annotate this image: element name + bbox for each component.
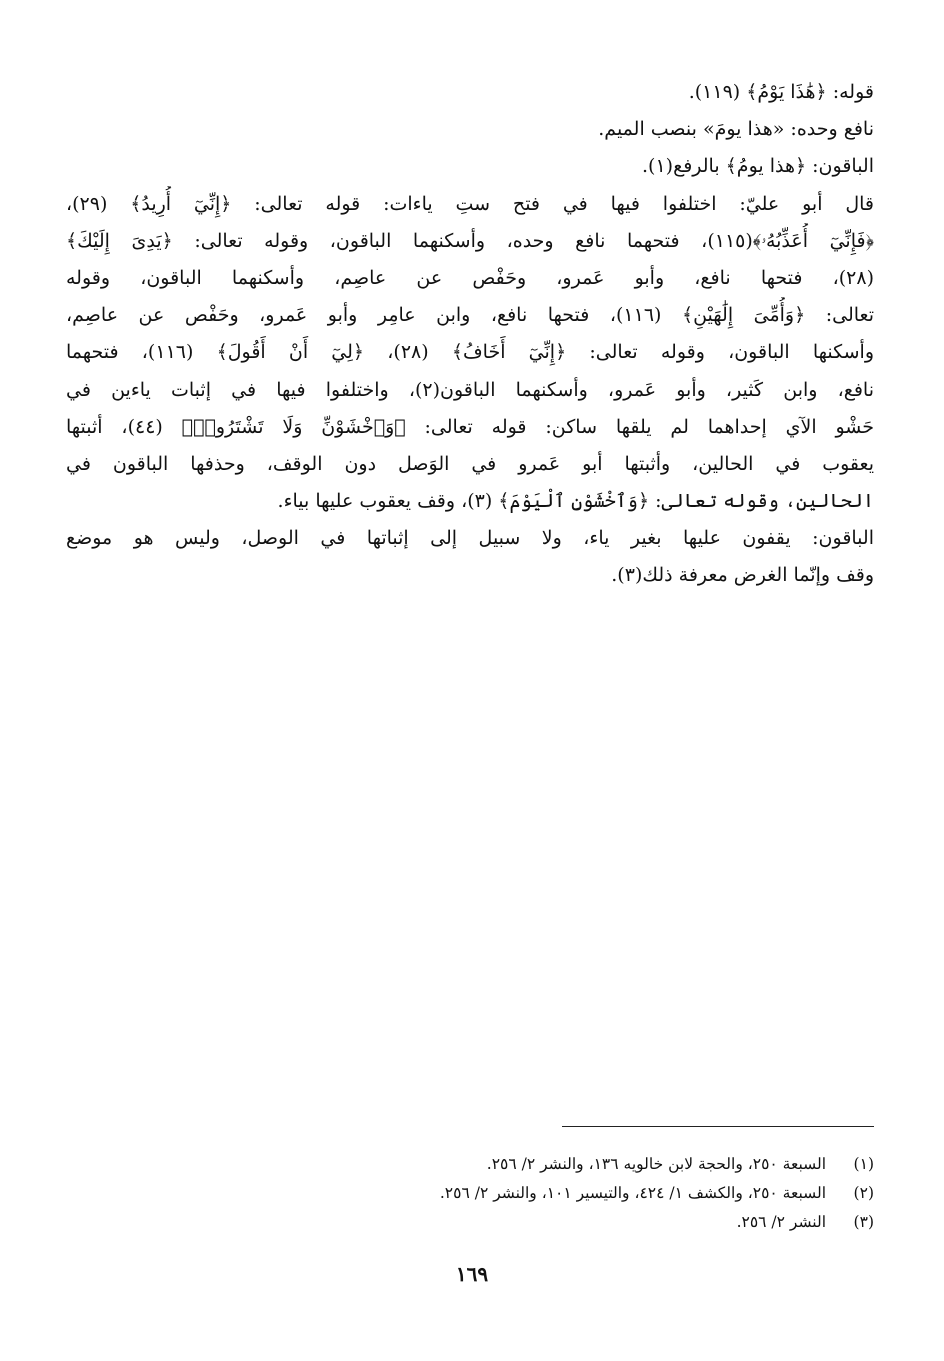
text-line-9: نافع، وابن كَثير، وأبو عَمرو، وأسكنهما الباقون(٢)، واختلفوا فيها في إثبات ياءين في bbox=[66, 378, 874, 401]
text-line-5: ﴿فَإِنِّيٓ أُعَذِّبُهُۥ﴾(١١٥)، فتحهما نافع وحده، وأسكنهما الباقون، وقوله تعالى: ﴿يَدِىَ إِلَيْكَ﴾ bbox=[66, 229, 874, 252]
text-line-1: قوله: ﴿هَٰذَا يَوْمُ﴾ (١١٩). bbox=[688, 81, 874, 103]
text-line-12: الحالين، وقوله تعالى: ﴿وَٱخْشَوْنِ ٱلْيَوْمَ﴾ (٣)، وقف يعقوب عليها بياء. bbox=[277, 490, 874, 513]
text-line-14: وقف وإنّما الغرض معرفة ذلك(٣). bbox=[611, 564, 874, 587]
text-line-8: وأسكنها الباقون، وقوله تعالى: ﴿إِنِّيٓ أَخَافُ﴾ (٢٨)، ﴿لِيٓ أَنْ أَقُولَ﴾ (١١٦)، فتحهما bbox=[66, 341, 874, 364]
text-line-10: حَشْو الآي إحداهما لم يلقها ساكن: قوله تعالى: ﴿وَٱخْشَوْنِّ وَلَا تَشْتَرُوا۟﴾ (٤٤)، أثبتها bbox=[66, 415, 874, 438]
text-line-3: الباقون: ﴿هذا يومُ﴾ بالرفع(١). bbox=[642, 155, 874, 178]
footnote-3 bbox=[66, 1208, 874, 1237]
footnote-text: السبعة ٢٥٠، والكشف ١/ ٤٢٤، والتيسير ١٠١، والنشر ٢/ ٢٥٦. bbox=[439, 1184, 826, 1202]
text-line-2: نافع وحده: «هذا يومَ» بنصب الميم. bbox=[598, 118, 874, 141]
footnote-divider bbox=[562, 1126, 874, 1127]
text-line-13: الباقون: يقفون عليها بغير ياء، ولا سبيل إلى إثباتها في الوصل، وليس هو موضع bbox=[66, 527, 874, 550]
footnote-1 bbox=[66, 1150, 874, 1179]
footnote-number: (١) bbox=[853, 1155, 874, 1173]
text-line-7: تعالى: ﴿وَأُمِّىَ إِلَٰهَيْنِ﴾ (١١٦)، فتحها نافع، وابن عامِر وأبو عَمرو، وحَفْص عن عاصِم، bbox=[66, 304, 874, 327]
main-text-block bbox=[66, 74, 874, 595]
footnote-text: السبعة ٢٥٠، والحجة لابن خالويه ١٣٦، والنشر ٢/ ٢٥٦. bbox=[486, 1155, 826, 1173]
text-line-6: (٢٨)، فتحها نافع، وأبو عَمرو، وحَفْص عن عاصِم، وأسكنهما الباقون، وقوله bbox=[66, 266, 874, 289]
footnotes bbox=[66, 1150, 874, 1237]
footnote-text: النشر ٢/ ٢٥٦. bbox=[736, 1213, 826, 1231]
footnote-number: (٢) bbox=[853, 1184, 874, 1202]
page-number: ١٦٩ bbox=[455, 1262, 489, 1286]
footnote-number: (٣) bbox=[853, 1213, 874, 1231]
footnote-2 bbox=[66, 1179, 874, 1208]
text-line-11: يعقوب في الحالين، وأثبتها أبو عَمرو في الوَصل دون الوقف، وحذفها الباقون في bbox=[66, 452, 874, 475]
text-line-4: قال أبو عليّ: اختلفوا فيها في فتح ستِ ياءات: قوله تعالى: ﴿إِنِّيٓ أُرِيدُ﴾ (٢٩)، bbox=[66, 192, 874, 215]
